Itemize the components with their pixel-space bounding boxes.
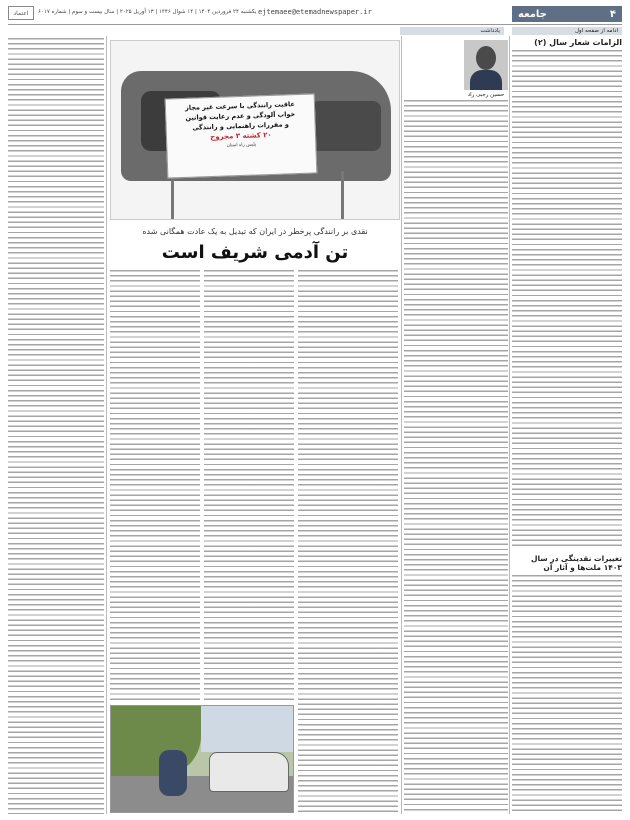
continued-label: ادامه از صفحه اول	[512, 27, 622, 35]
left-column-text	[8, 38, 104, 814]
column-divider	[106, 36, 107, 814]
section-label	[512, 6, 622, 22]
right-column-text	[512, 50, 622, 550]
article-text	[110, 270, 200, 700]
banner-line: عاقبت رانندگی با سرعت غیر مجاز	[184, 100, 295, 112]
page-number: ۴	[609, 8, 616, 20]
author-body-shape	[470, 70, 502, 90]
tree-shape	[111, 706, 201, 776]
right-column-second-title: تغییرات نقدینگی در سال ۱۴۰۳ ملت‌ها و آثار آن	[530, 554, 622, 572]
street-photo	[110, 705, 294, 813]
photo-background	[201, 706, 294, 752]
main-photo	[110, 40, 400, 220]
banner-line: خواب آلودگی و عدم رعایت قوانین	[185, 110, 296, 122]
left-column	[8, 38, 104, 814]
right-column-title: الزامات شعار سال (۲)	[534, 38, 622, 47]
column-divider	[401, 36, 402, 814]
author-head-shape	[476, 46, 496, 70]
banner-casualties: ۲۰ کشته ۳ مجروح	[210, 130, 272, 142]
section-name: جامعه	[518, 8, 547, 20]
author-photo	[464, 40, 508, 90]
page-header	[8, 6, 622, 22]
header-rule	[8, 24, 622, 25]
dateline: یکشنبه ۲۴ فروردین ۱۴۰۴ | ۱۴ شوال ۱۴۴۶ | ۱۳ آوریل ۲۰۲۵ | سال بیست و سوم | شماره ۶۰۱۷	[38, 9, 257, 15]
right-column-text-2	[512, 575, 622, 814]
right-column	[512, 38, 622, 814]
article-text	[204, 270, 294, 700]
stand-pole	[341, 171, 344, 220]
banner-signature: پلیس راه استان	[226, 142, 257, 149]
note-column	[404, 100, 508, 814]
section-email[interactable]: ejtemaee@etemadnewspaper.ir	[258, 8, 372, 16]
article-column-2	[204, 270, 294, 700]
car-shape	[209, 752, 289, 792]
article-column-3	[110, 270, 200, 700]
article-kicker: نقدی بر رانندگی پرخطر در ایران که تبدیل به یک عادت همگانی شده	[142, 227, 368, 236]
article-headline: تن آدمی شریف است	[161, 242, 349, 263]
wreck-detail	[311, 101, 381, 151]
warning-banner	[165, 93, 318, 178]
column-divider	[509, 36, 510, 814]
author-name: حسین رجبی راد	[467, 92, 505, 98]
banner-line: و مقررات راهنمایی و رانندگی	[192, 120, 290, 132]
note-column-text	[404, 100, 508, 814]
newspaper-logo: اعتماد	[8, 6, 34, 20]
article-column-1	[298, 270, 398, 814]
note-label: یادداشت	[400, 27, 504, 35]
article-text	[298, 270, 398, 814]
sub-bar	[8, 27, 622, 35]
motorcyclist-shape	[159, 750, 187, 796]
